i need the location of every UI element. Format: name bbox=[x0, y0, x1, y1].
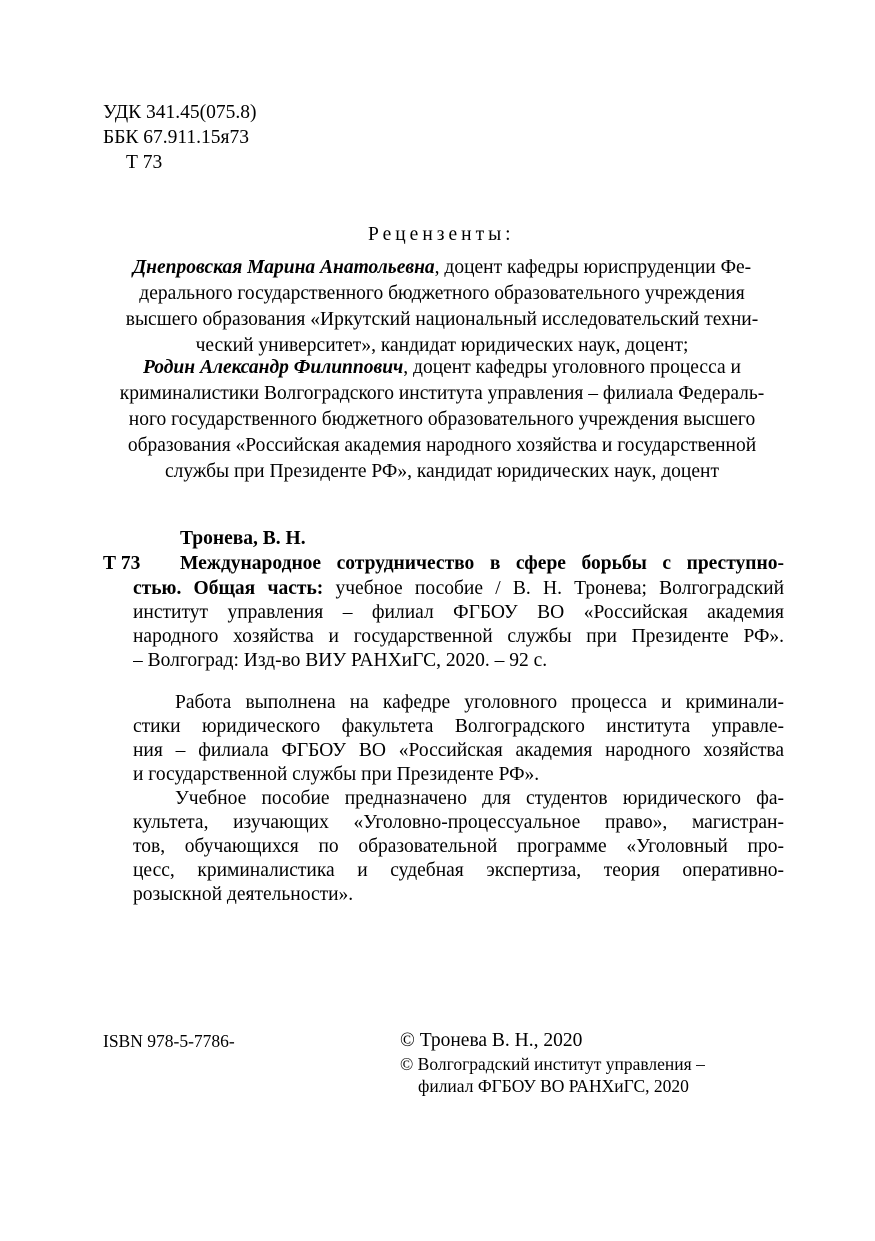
reviewer-1-name: Днепровская Марина Анатольевна bbox=[132, 257, 435, 278]
annotation-p2-line-2: культета, изучающих «Уголовно-процессуальное право», магистран- bbox=[133, 812, 784, 833]
copyright-institute-line-1: © Волгоградский институт управления – bbox=[400, 1054, 705, 1074]
annotation-paragraph-2 bbox=[133, 787, 784, 907]
reviewer-1-line-3: высшего образования «Иркутский национальный исследовательский техни- bbox=[125, 309, 759, 330]
author-mark: Т 73 bbox=[126, 152, 163, 173]
entry-line-2 bbox=[133, 577, 784, 601]
udk-code: УДК 341.45(075.8) bbox=[103, 102, 257, 123]
reviewer-2-line-5: службы при Президенте РФ», кандидат юридических наук, доцент bbox=[165, 461, 719, 482]
reviewer-1-line-1-text: , доцент кафедры юриспруденции Фе- bbox=[434, 257, 752, 278]
annotation-p2-line-3: тов, обучающихся по образовательной программе «Уголовный про- bbox=[133, 836, 784, 857]
copyright-author: © Тронева В. Н., 2020 bbox=[400, 1030, 583, 1051]
reviewer-1 bbox=[96, 255, 788, 359]
reviewer-2-line-1-text: , доцент кафедры уголовного процесса и bbox=[403, 357, 741, 378]
reviewer-1-line-2: дерального государственного бюджетного образовательного учреждения bbox=[139, 283, 745, 304]
entry-line-2-rest: учебное пособие / В. Н. Тронева; Волгоградский bbox=[323, 578, 784, 599]
entry-body bbox=[133, 577, 784, 673]
bbk-code: ББК 67.911.15я73 bbox=[103, 127, 250, 148]
reviewer-2-line-4: образования «Российская академия народного хозяйства и государственной bbox=[127, 435, 757, 456]
reviewer-1-line-4: ческий университет», кандидат юридических наук, доцент; bbox=[195, 335, 689, 356]
annotation-p2-line-4: цесс, криминалистика и судебная экспертиза, теория оперативно- bbox=[133, 860, 784, 881]
entry-line-5: – Волгоград: Изд-во ВИУ РАНХиГС, 2020. – 92 с. bbox=[133, 650, 548, 671]
annotation-p1-line-2: стики юридического факультета Волгоградского института управле- bbox=[133, 716, 784, 737]
entry-title-line-2: стью. Общая часть: bbox=[133, 578, 324, 599]
reviewer-2-line-2: криминалистики Волгоградского института управления – филиала Федераль- bbox=[119, 383, 765, 404]
entry-line-3: институт управления – филиал ФГБОУ ВО «Российская академия bbox=[133, 602, 784, 623]
annotation-p2-line-5: розыскной деятельности». bbox=[133, 884, 354, 905]
reviewer-2 bbox=[96, 355, 788, 485]
isbn: ISBN 978-5-7786- bbox=[103, 1031, 235, 1051]
reviewers-heading: Рецензенты: bbox=[368, 224, 515, 245]
copyright-institute-line-2: филиал ФГБОУ ВО РАНХиГС, 2020 bbox=[418, 1076, 689, 1096]
entry-author: Тронева, В. Н. bbox=[180, 528, 306, 549]
annotation-paragraph-1 bbox=[133, 691, 784, 787]
annotation-p1-line-3: ния – филиала ФГБОУ ВО «Российская академия народного хозяйства bbox=[133, 740, 784, 761]
annotation-p2-line-1: Учебное пособие предназначено для студентов юридического фа- bbox=[175, 788, 784, 809]
reviewer-2-line-3: ного государственного бюджетного образовательного учреждения высшего bbox=[128, 409, 756, 430]
annotation-p1-line-4: и государственной службы при Президенте РФ». bbox=[133, 764, 540, 785]
entry-line-4: народного хозяйства и государственной службы при Президенте РФ». bbox=[133, 626, 784, 647]
reviewer-2-line-1 bbox=[96, 355, 788, 381]
annotation-p1-line-1: Работа выполнена на кафедре уголовного процесса и криминали- bbox=[175, 692, 784, 713]
entry-mark: Т 73 bbox=[103, 553, 141, 574]
reviewer-1-line-1 bbox=[96, 255, 788, 281]
entry-title-line-1: Международное сотрудничество в сфере борьбы с преступно- bbox=[180, 553, 784, 574]
entry-title-line-1-wrap bbox=[180, 552, 784, 576]
reviewer-2-name: Родин Александр Филиппович bbox=[143, 357, 404, 378]
